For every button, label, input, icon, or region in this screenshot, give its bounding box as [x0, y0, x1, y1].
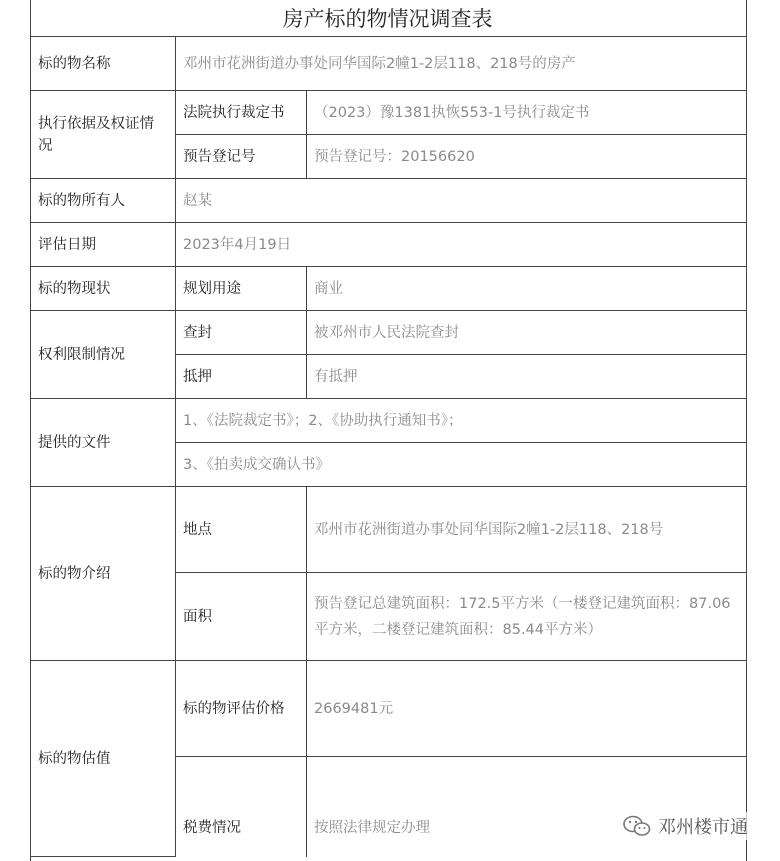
row-date [31, 223, 747, 267]
row-price [31, 661, 747, 757]
valuation-label: 标的物估值 [31, 661, 176, 857]
usage-label: 规划用途 [176, 267, 307, 311]
name-value: 邓州市花洲街道办事处同华国际2幢1-2层118、218号的房产 [176, 37, 747, 91]
mortgage-label: 抵押 [176, 355, 307, 399]
price-label: 标的物评估价格 [176, 661, 307, 757]
row-status [31, 267, 747, 311]
price-value: 2669481元 [307, 661, 747, 757]
watermark-text: 邓州楼市通 [658, 817, 748, 838]
row-name [31, 37, 747, 91]
registration-label: 预告登记号 [176, 135, 307, 179]
court-label: 法院执行裁定书 [176, 91, 307, 135]
date-label: 评估日期 [31, 223, 176, 267]
docs-line-1: 1、《法院裁定书》；2、《协助执行通知书》； [176, 399, 747, 443]
mortgage-value: 有抵押 [307, 355, 747, 399]
docs-line-2: 3、《拍卖成交确认书》 [176, 443, 747, 487]
owner-value: 赵某 [176, 179, 747, 223]
wechat-icon [622, 814, 652, 838]
intro-label: 标的物介绍 [31, 487, 176, 661]
row-owner [31, 179, 747, 223]
survey-table [30, 36, 747, 857]
basis-label: 执行依据及权证情况 [31, 91, 176, 179]
area-value: 预告登记总建筑面积：172.5平方米（一楼登记建筑面积：87.06平方米，二楼登记建筑面积：85.44平方米） [307, 573, 747, 661]
registration-value: 预告登记号：20156620 [307, 135, 747, 179]
usage-value: 商业 [307, 267, 747, 311]
row-court [31, 91, 747, 135]
document-title: 房产标的物情况调查表 [30, 0, 745, 37]
date-value: 2023年4月19日 [176, 223, 747, 267]
watermark [622, 812, 748, 840]
owner-label: 标的物所有人 [31, 179, 176, 223]
seal-value: 被邓州市人民法院查封 [307, 311, 747, 355]
row-location [31, 487, 747, 573]
status-label: 标的物现状 [31, 267, 176, 311]
seal-label: 查封 [176, 311, 307, 355]
area-label: 面积 [176, 573, 307, 661]
court-value: （2023）豫1381执恢553-1号执行裁定书 [307, 91, 747, 135]
row-docs-1 [31, 399, 747, 443]
tax-value: 按照法律规定办理 [307, 757, 747, 857]
rights-label: 权利限制情况 [31, 311, 176, 399]
tax-label: 税费情况 [176, 757, 307, 857]
location-label: 地点 [176, 487, 307, 573]
docs-label: 提供的文件 [31, 399, 176, 487]
row-seal [31, 311, 747, 355]
name-label: 标的物名称 [31, 37, 176, 91]
location-value: 邓州市花洲街道办事处同华国际2幢1-2层118、218号 [307, 487, 747, 573]
